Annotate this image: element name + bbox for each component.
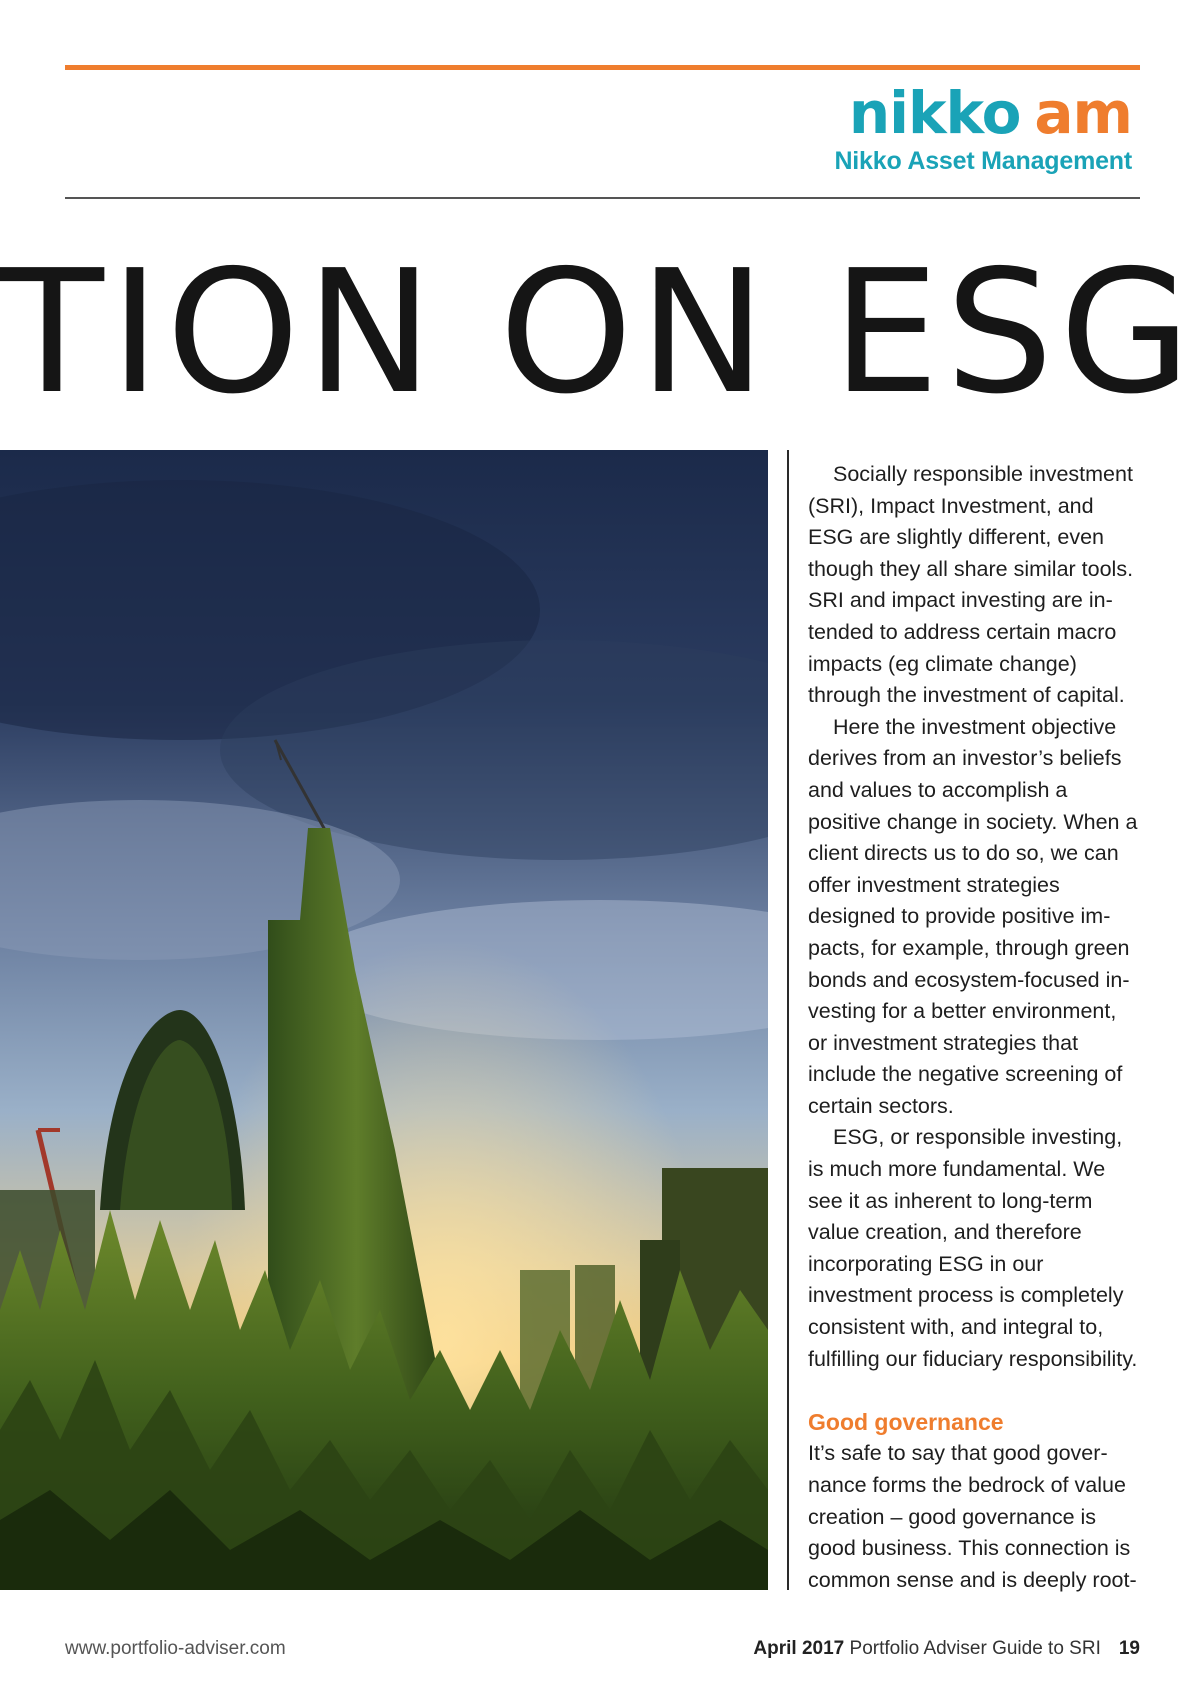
logo-am-text: am <box>1034 79 1132 147</box>
article-paragraph: Here the investment objective derives from an investor’s beliefs and values to accomplish a positive change in society. When a client directs us to do so, we can offer investment strategies designed to provide positive impacts, for example, through green bonds and ecosystem-focused investing for a better environment, or investment strategies that include the negative screening of certain sectors. <box>808 714 1138 1118</box>
page-number: 19 <box>1118 1638 1140 1659</box>
footer-date: April 2017 <box>753 1638 845 1659</box>
article-paragraph: It’s safe to say that good governance forms the bedrock of value creation – good governance is good business. This connection is common sense and is deeply root- <box>808 1441 1137 1592</box>
footer-issue-info <box>753 1638 1140 1660</box>
header-divider <box>65 197 1140 199</box>
footer-url: www.portfolio-adviser.com <box>65 1638 286 1659</box>
city-forest-photo <box>0 450 768 1590</box>
page-headline: TION ON ESG <box>0 234 1198 432</box>
top-orange-rule <box>65 65 1140 70</box>
logo-nikko-text: nikko <box>848 79 1021 147</box>
article-paragraph: ESG, or responsible investing, is much more fundamental. We see it as inherent to long-term value creation, and therefore incorporating ESG in our investment process is completely consistent with, and integral to, fulfilling our fiduciary responsibility. <box>808 1125 1138 1371</box>
section-subheading: Good governance <box>808 1408 1004 1435</box>
logo-wordmark <box>834 78 1132 148</box>
article-body <box>808 459 1140 1596</box>
column-divider <box>787 450 789 1590</box>
logo-subtitle: Nikko Asset Management <box>834 147 1132 175</box>
article-paragraph: Socially responsible investment (SRI), Impact Investment, and ESG are slightly different, even though they all share similar tools. SRI and impact investing are intended to address certain macro impacts (eg climate change) through the investment of capital. <box>808 462 1134 708</box>
nikko-am-logo <box>834 78 1132 176</box>
footer-publication: Portfolio Adviser Guide to SRI <box>849 1638 1101 1659</box>
